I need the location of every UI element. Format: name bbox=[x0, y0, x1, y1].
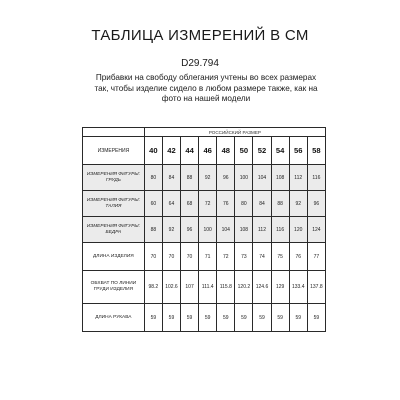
size-header: 46 bbox=[199, 137, 217, 165]
cell-value: 84 bbox=[253, 191, 271, 217]
table-row-length bbox=[83, 243, 326, 271]
row-label: ИЗМЕРЕНИЯ ФИГУРЫ: БЕДРА bbox=[83, 217, 145, 243]
cell-value: 115.8 bbox=[217, 271, 235, 304]
cell-value: 71 bbox=[199, 243, 217, 271]
row-label: ДЛИНА ИЗДЕЛИЯ bbox=[83, 243, 145, 271]
cell-value: 80 bbox=[144, 165, 162, 191]
cell-value: 76 bbox=[217, 191, 235, 217]
cell-value: 112 bbox=[289, 165, 307, 191]
size-table bbox=[82, 127, 326, 332]
cell-value: 59 bbox=[307, 304, 325, 332]
cell-value: 104 bbox=[253, 165, 271, 191]
cell-value: 107 bbox=[181, 271, 199, 304]
cell-value: 68 bbox=[181, 191, 199, 217]
product-code: D29.794 bbox=[181, 58, 219, 69]
cell-value: 124 bbox=[307, 217, 325, 243]
cell-value: 108 bbox=[235, 217, 253, 243]
cell-value: 59 bbox=[289, 304, 307, 332]
cell-value: 80 bbox=[235, 191, 253, 217]
cell-value: 75 bbox=[271, 243, 289, 271]
size-group-header: РОССИЙСКИЙ РАЗМЕР bbox=[144, 128, 325, 137]
cell-value: 100 bbox=[199, 217, 217, 243]
size-header: 42 bbox=[162, 137, 180, 165]
cell-value: 59 bbox=[253, 304, 271, 332]
cell-value: 84 bbox=[162, 165, 180, 191]
cell-value: 112 bbox=[253, 217, 271, 243]
cell-value: 64 bbox=[162, 191, 180, 217]
cell-value: 59 bbox=[144, 304, 162, 332]
cell-value: 96 bbox=[217, 165, 235, 191]
cell-value: 70 bbox=[144, 243, 162, 271]
cell-value: 92 bbox=[289, 191, 307, 217]
cell-value: 120.2 bbox=[235, 271, 253, 304]
table-row-chest bbox=[83, 165, 326, 191]
cell-value: 59 bbox=[162, 304, 180, 332]
cell-value: 76 bbox=[289, 243, 307, 271]
cell-value: 116 bbox=[307, 165, 325, 191]
cell-value: 70 bbox=[162, 243, 180, 271]
size-header: 54 bbox=[271, 137, 289, 165]
cell-value: 104 bbox=[217, 217, 235, 243]
size-header: 58 bbox=[307, 137, 325, 165]
cell-value: 92 bbox=[162, 217, 180, 243]
table-row-waist bbox=[83, 191, 326, 217]
row-label: ИЗМЕРЕНИЯ ФИГУРЫ: ГРУДЬ bbox=[83, 165, 145, 191]
table-corner-spacer bbox=[83, 128, 145, 137]
cell-value: 70 bbox=[181, 243, 199, 271]
cell-value: 120 bbox=[289, 217, 307, 243]
table-row-sleeve bbox=[83, 304, 326, 332]
cell-value: 59 bbox=[235, 304, 253, 332]
cell-value: 102.6 bbox=[162, 271, 180, 304]
cell-value: 96 bbox=[307, 191, 325, 217]
cell-value: 59 bbox=[217, 304, 235, 332]
cell-value: 77 bbox=[307, 243, 325, 271]
table-row-hips bbox=[83, 217, 326, 243]
cell-value: 116 bbox=[271, 217, 289, 243]
row-label: ДЛИНА РУКАВА bbox=[83, 304, 145, 332]
size-header: 40 bbox=[144, 137, 162, 165]
cell-value: 88 bbox=[144, 217, 162, 243]
size-header: 52 bbox=[253, 137, 271, 165]
measurements-header: ИЗМЕРЕНИЯ bbox=[83, 137, 145, 165]
cell-value: 88 bbox=[271, 191, 289, 217]
cell-value: 124.6 bbox=[253, 271, 271, 304]
cell-value: 108 bbox=[271, 165, 289, 191]
row-label: ОБХВАТ ПО ЛИНИИ ГРУДИ ИЗДЕЛИЯ bbox=[83, 271, 145, 304]
table-group-header-row bbox=[83, 128, 326, 137]
cell-value: 92 bbox=[199, 165, 217, 191]
cell-value: 137.8 bbox=[307, 271, 325, 304]
cell-value: 129 bbox=[271, 271, 289, 304]
cell-value: 96 bbox=[181, 217, 199, 243]
table-row-chest-girth bbox=[83, 271, 326, 304]
cell-value: 74 bbox=[253, 243, 271, 271]
table-size-header-row bbox=[83, 137, 326, 165]
cell-value: 59 bbox=[199, 304, 217, 332]
size-header: 56 bbox=[289, 137, 307, 165]
cell-value: 72 bbox=[217, 243, 235, 271]
page-title: ТАБЛИЦА ИЗМЕРЕНИЙ В СМ bbox=[91, 27, 309, 44]
cell-value: 73 bbox=[235, 243, 253, 271]
fit-note: Прибавки на свободу облегания учтены во всех размерах так, чтобы изделие сидело в любом размере также, как на фото на нашей модели bbox=[94, 73, 318, 103]
cell-value: 72 bbox=[199, 191, 217, 217]
size-header: 48 bbox=[217, 137, 235, 165]
cell-value: 88 bbox=[181, 165, 199, 191]
cell-value: 100 bbox=[235, 165, 253, 191]
cell-value: 59 bbox=[271, 304, 289, 332]
cell-value: 60 bbox=[144, 191, 162, 217]
cell-value: 133.4 bbox=[289, 271, 307, 304]
cell-value: 98.2 bbox=[144, 271, 162, 304]
row-label: ИЗМЕРЕНИЯ ФИГУРЫ: ТАЛИЯ bbox=[83, 191, 145, 217]
cell-value: 59 bbox=[181, 304, 199, 332]
size-header: 44 bbox=[181, 137, 199, 165]
cell-value: 111.4 bbox=[199, 271, 217, 304]
size-header: 50 bbox=[235, 137, 253, 165]
